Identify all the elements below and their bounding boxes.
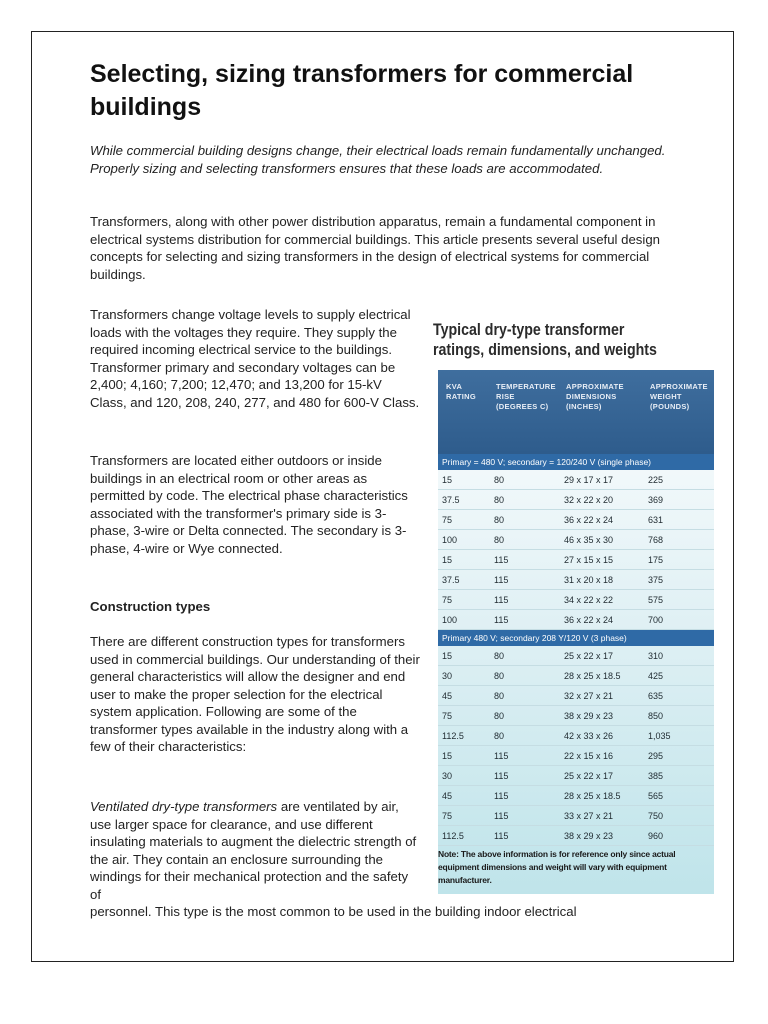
cell-temp: 115: [494, 771, 509, 781]
cell-dimensions: 34 x 22 x 22: [564, 595, 614, 605]
paragraph-location: Transformers are located either outdoors or inside buildings in an electrical room or other areas as permitted by code. The electrical phase characteristics associated with the transformer's primary side is 3-phase, 3-wire or Delta connected. The secondary is 3-phase, 4-wire or Wye connected.: [90, 453, 408, 556]
paragraph-ventilated: [90, 798, 420, 903]
cell-temp: 115: [494, 791, 509, 801]
cell-weight: 1,035: [648, 731, 671, 741]
header-temperature: TEMPERATURE RISE (DEGREES C): [496, 382, 556, 411]
table-body: [438, 454, 714, 894]
cell-kva: 75: [442, 811, 453, 821]
table-row: [438, 786, 714, 806]
paragraph-voltages: Transformers change voltage levels to supply electrical loads with the voltages they require. They supply the required incoming electrical service to the buildings. Transformer primary and secondary voltages can be 2,400; 4,160; 7,200; 12,470; and 13,200 for 15-kV Class, and 120, 208, 240, 277, and 480 for 600-V Class.: [90, 307, 420, 410]
cell-dimensions: 42 x 33 x 26: [564, 731, 614, 741]
cell-dimensions: 28 x 25 x 18.5: [564, 671, 621, 681]
cell-dimensions: 36 x 22 x 24: [564, 615, 614, 625]
cell-kva: 15: [442, 555, 453, 565]
table-row: [438, 470, 714, 490]
header-weight: APPROXIMATE WEIGHT (POUNDS): [650, 382, 708, 411]
cell-weight: 700: [648, 615, 664, 625]
cell-kva: 37.5: [442, 575, 460, 585]
cell-kva: 45: [442, 691, 453, 701]
cell-temp: 80: [494, 475, 505, 485]
cell-kva: 37.5: [442, 495, 460, 505]
cell-kva: 30: [442, 771, 453, 781]
cell-weight: 750: [648, 811, 664, 821]
article-lede: While commercial building designs change, their electrical loads remain fundamentally unchanged. Properly sizing and selecting transformers ensures that these loads are accommodated.: [90, 143, 666, 176]
cell-weight: 375: [648, 575, 664, 585]
cell-dimensions: 22 x 15 x 16: [564, 751, 614, 761]
cell-weight: 295: [648, 751, 664, 761]
table-row: [438, 666, 714, 686]
cell-weight: 631: [648, 515, 664, 525]
table-header: [438, 370, 714, 454]
table-row: [438, 826, 714, 846]
table-row: [438, 746, 714, 766]
cell-temp: 115: [494, 615, 509, 625]
cell-temp: 80: [494, 731, 505, 741]
cell-temp: 80: [494, 671, 505, 681]
cell-temp: 115: [494, 831, 509, 841]
table-row: [438, 510, 714, 530]
cell-dimensions: 25 x 22 x 17: [564, 651, 614, 661]
cell-weight: 565: [648, 791, 664, 801]
ventilated-term: Ventilated dry-type transformers: [90, 799, 278, 814]
cell-dimensions: 25 x 22 x 17: [564, 771, 614, 781]
cell-dimensions: 28 x 25 x 18.5: [564, 791, 621, 801]
table-row: [438, 570, 714, 590]
cell-temp: 80: [494, 691, 505, 701]
cell-weight: 310: [648, 651, 664, 661]
cell-kva: 100: [442, 535, 458, 545]
cell-temp: 115: [494, 555, 509, 565]
group-band-single-phase: Primary = 480 V; secondary = 120/240 V (single phase): [438, 454, 714, 470]
cell-dimensions: 32 x 22 x 20: [564, 495, 614, 505]
paragraph-continuation: personnel. This type is the most common to be used in the building indoor electrical: [90, 904, 577, 919]
section-heading-construction: Construction types: [90, 599, 211, 614]
article-intro: Transformers, along with other power distribution apparatus, remain a fundamental component in electrical systems distribution for commercial buildings. This article presents several useful design concepts for selecting and sizing transformers in the design of electrical systems for commercial buildings.: [90, 214, 660, 282]
cell-weight: 175: [648, 555, 664, 565]
table-row: [438, 646, 714, 666]
cell-weight: 850: [648, 711, 664, 721]
cell-dimensions: 36 x 22 x 24: [564, 515, 614, 525]
cell-kva: 75: [442, 595, 453, 605]
cell-temp: 115: [494, 811, 509, 821]
cell-temp: 80: [494, 651, 505, 661]
cell-kva: 15: [442, 651, 453, 661]
cell-temp: 115: [494, 751, 509, 761]
table-title: Typical dry-type transformer ratings, dimensions, and weights: [433, 321, 657, 359]
cell-kva: 30: [442, 671, 453, 681]
cell-kva: 112.5: [442, 731, 464, 741]
group-band-three-phase: Primary 480 V; secondary 208 Y/120 V (3 phase): [438, 630, 714, 646]
cell-temp: 115: [494, 595, 509, 605]
cell-kva: 112.5: [442, 831, 464, 841]
table-row: [438, 590, 714, 610]
table-row: [438, 766, 714, 786]
header-dimensions: APPROXIMATE DIMENSIONS (INCHES): [566, 382, 624, 411]
cell-dimensions: 32 x 27 x 21: [564, 691, 614, 701]
paragraph-construction: There are different construction types for transformers used in commercial buildings. Our understanding of their general characteristics will allow the designer and end user to make the proper selection for the electrical system application. Following are some of the transformer types available in the industry along with a few of their characteristics:: [90, 634, 420, 754]
transformer-ratings-table: [432, 318, 714, 894]
header-kva: KVA RATING: [446, 382, 476, 401]
cell-dimensions: 29 x 17 x 17: [564, 475, 614, 485]
cell-kva: 15: [442, 475, 453, 485]
cell-weight: 369: [648, 495, 664, 505]
cell-dimensions: 31 x 20 x 18: [564, 575, 614, 585]
table-row: [438, 706, 714, 726]
cell-kva: 75: [442, 515, 453, 525]
cell-weight: 960: [648, 831, 664, 841]
cell-temp: 115: [494, 575, 509, 585]
cell-temp: 80: [494, 535, 505, 545]
ventilated-description: are ventilated by air, use larger space for clearance, and use different insulating materials to augment the dielectric strength of the air. They contain an enclosure surrounding the windings for their mechanical protection and the safety of: [90, 799, 417, 902]
cell-dimensions: 27 x 15 x 15: [564, 555, 614, 565]
table-row: [438, 686, 714, 706]
table-row: [438, 726, 714, 746]
cell-kva: 45: [442, 791, 453, 801]
cell-dimensions: 46 x 35 x 30: [564, 535, 614, 545]
cell-temp: 80: [494, 711, 505, 721]
cell-kva: 75: [442, 711, 453, 721]
cell-kva: 15: [442, 751, 453, 761]
cell-weight: 768: [648, 535, 664, 545]
cell-weight: 225: [648, 475, 664, 485]
cell-weight: 385: [648, 771, 664, 781]
table-row: [438, 610, 714, 630]
table-row: [438, 806, 714, 826]
table-row: [438, 490, 714, 510]
cell-weight: 425: [648, 671, 664, 681]
cell-dimensions: 38 x 29 x 23: [564, 831, 614, 841]
table-note: Note: The above information is for reference only since actual equipment dimensions and weight will vary with equipment manufacturer.: [438, 849, 676, 885]
cell-temp: 80: [494, 495, 505, 505]
table-row: [438, 550, 714, 570]
cell-weight: 635: [648, 691, 664, 701]
cell-temp: 80: [494, 515, 505, 525]
table-row: [438, 530, 714, 550]
cell-weight: 575: [648, 595, 664, 605]
article-title: Selecting, sizing transformers for commercial buildings: [90, 60, 634, 121]
cell-kva: 100: [442, 615, 458, 625]
article-header: [90, 58, 690, 124]
cell-dimensions: 38 x 29 x 23: [564, 711, 614, 721]
cell-dimensions: 33 x 27 x 21: [564, 811, 614, 821]
